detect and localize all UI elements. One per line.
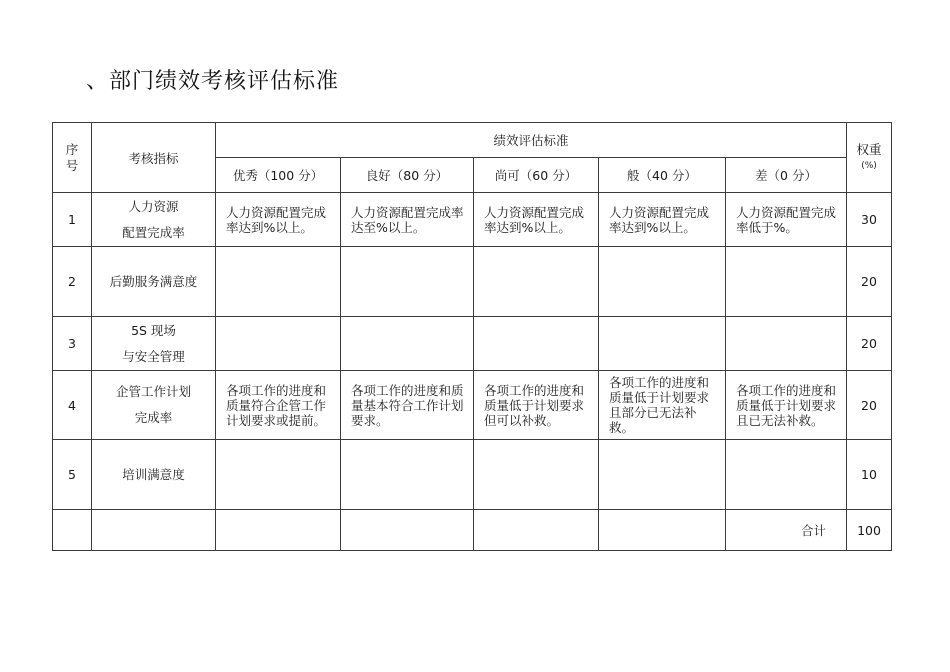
- row-indicator: [92, 371, 216, 440]
- indicator-line: 人力资源: [128, 198, 179, 214]
- level-good: 良好（80 分）: [341, 158, 474, 193]
- empty-cell: [216, 510, 341, 551]
- criteria-cell: 各项工作的进度和质量符合企管工作计划要求或提前。: [216, 371, 341, 440]
- indicator-line: 与安全管理: [122, 348, 185, 364]
- row-weight: 20: [847, 247, 892, 317]
- criteria-cell: [599, 440, 726, 510]
- row-weight: 30: [847, 193, 892, 247]
- criteria-cell: 各项工作的进度和质量低于计划要求但可以补救。: [474, 371, 599, 440]
- criteria-cell: 人力资源配置完成率达到%以上。: [474, 193, 599, 247]
- header-seq: [53, 123, 92, 193]
- header-weight-unit: (%): [861, 160, 877, 171]
- criteria-cell: 各项工作的进度和质量低于计划要求且部分已无法补救。: [599, 371, 726, 440]
- criteria-cell: [726, 247, 847, 317]
- page-title: 、部门绩效考核评估标准: [86, 69, 340, 94]
- criteria-cell: [726, 317, 847, 371]
- row-indicator: [92, 247, 216, 317]
- empty-cell: [599, 510, 726, 551]
- criteria-cell: [474, 440, 599, 510]
- criteria-cell: [599, 317, 726, 371]
- criteria-cell: 人力资源配置完成率达到%以上。: [599, 193, 726, 247]
- header-standard: 绩效评估标准: [216, 123, 847, 158]
- total-value: 100: [847, 510, 892, 551]
- criteria-cell: [726, 440, 847, 510]
- total-row: [53, 510, 892, 551]
- indicator-line: 完成率: [134, 410, 173, 425]
- level-poor: 差（0 分）: [726, 158, 847, 193]
- evaluation-table: [52, 122, 892, 551]
- level-excellent: 优秀（100 分）: [216, 158, 341, 193]
- row-seq: 4: [53, 371, 92, 440]
- row-weight: 20: [847, 317, 892, 371]
- row-weight: 20: [847, 371, 892, 440]
- criteria-cell: [216, 440, 341, 510]
- table-row: [53, 440, 892, 510]
- empty-cell: [341, 510, 474, 551]
- table-row: [53, 247, 892, 317]
- row-seq: 2: [53, 247, 92, 317]
- criteria-cell: [341, 247, 474, 317]
- table-row: [53, 371, 892, 440]
- level-fair: 尚可（60 分）: [474, 158, 599, 193]
- row-indicator: [92, 317, 216, 371]
- criteria-cell: [341, 440, 474, 510]
- row-indicator: [92, 193, 216, 247]
- criteria-cell: [216, 247, 341, 317]
- empty-cell: [92, 510, 216, 551]
- criteria-cell: [216, 317, 341, 371]
- row-seq: 3: [53, 317, 92, 371]
- criteria-cell: [474, 247, 599, 317]
- level-average: 般（40 分）: [599, 158, 726, 193]
- table-row: [53, 317, 892, 371]
- row-seq: 5: [53, 440, 92, 510]
- criteria-cell: [599, 247, 726, 317]
- header-weight: [847, 123, 892, 193]
- header-seq-text: 序号: [65, 141, 79, 173]
- criteria-cell: [341, 317, 474, 371]
- row-weight: 10: [847, 440, 892, 510]
- indicator-line: 配置完成率: [122, 224, 185, 240]
- indicator-line: 企管工作计划: [115, 384, 191, 399]
- empty-cell: [53, 510, 92, 551]
- criteria-cell: 各项工作的进度和质量低于计划要求且已无法补救。: [726, 371, 847, 440]
- header-weight-label: 权重: [856, 141, 882, 157]
- indicator-line: 后勤服务满意度: [109, 273, 198, 289]
- criteria-cell: 人力资源配置完成率达到%以上。: [216, 193, 341, 247]
- row-indicator: [92, 440, 216, 510]
- indicator-line: 5S 现场: [131, 322, 176, 338]
- indicator-line: 培训满意度: [122, 466, 185, 482]
- empty-cell: [474, 510, 599, 551]
- criteria-cell: 人力资源配置完成率达至%以上。: [341, 193, 474, 247]
- criteria-cell: 人力资源配置完成率低于%。: [726, 193, 847, 247]
- criteria-cell: 各项工作的进度和质量基本符合工作计划要求。: [341, 371, 474, 440]
- row-seq: 1: [53, 193, 92, 247]
- header-indicator: 考核指标: [92, 123, 216, 193]
- total-label: 合计: [726, 510, 847, 551]
- criteria-cell: [474, 317, 599, 371]
- table-row: [53, 193, 892, 247]
